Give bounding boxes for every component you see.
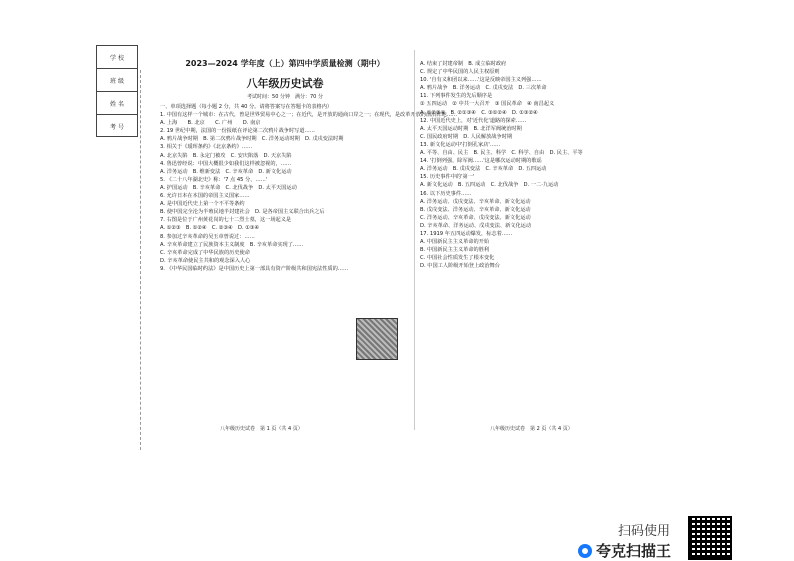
answer-options: C. 中国社会性质发生了根本变化	[420, 255, 495, 262]
answer-options: B. 戊戌变法、洋务运动、辛亥革命、新文化运动	[420, 206, 531, 213]
answer-options: A. 太平天国运动时期 B. 北洋军阀统治时期	[420, 125, 522, 132]
class-field-label: 班 级	[97, 69, 137, 92]
question-line: 13. 新文化运动中'打倒孔家店'……	[420, 141, 501, 148]
exam-title: 2023—2024 学年度（上）第四中学质量检测（期中）	[185, 59, 385, 68]
answer-options: D. 中国工人阶级开始登上政治舞台	[420, 263, 500, 270]
question-line: 15. 历史事件中的'第一'	[420, 174, 475, 181]
answer-options: C. 辛亥革命完成了中华民族的历史使命	[160, 249, 250, 256]
answer-options: C. 国民政府时期 D. 人民解放战争时期	[420, 133, 513, 140]
answer-options: D. 辛亥革命使民主共和的观念深入人心	[160, 257, 251, 264]
question-line: 10. '自有义和团以来……'这是反映帝国主义列强……	[420, 77, 542, 84]
page-divider	[414, 50, 415, 430]
qr-code[interactable]	[688, 516, 732, 560]
question-line: 8. 参加过辛亥革命的吴玉章曾说过：……	[160, 233, 255, 240]
quark-logo-icon	[578, 544, 592, 558]
school-field-label: 学 校	[97, 46, 137, 69]
page-footer-left: 八年级历史试卷 第 1 页（共 4 页）	[220, 426, 303, 432]
scan-to-use-label: 扫码使用	[618, 524, 671, 539]
answer-options: A. 平等、自由、民主 B. 民主、科学 C. 科学、自由 D. 民主、平等	[420, 150, 583, 157]
question-line: 14. '打倒列强，除军阀……'这是哪次运动时期的歌谣	[420, 158, 542, 165]
answer-options: A. 鸦片战争时期 B. 第二次鸦片战争时期 C. 洋务运动时期 D. 戊戌变法时期	[160, 136, 344, 143]
scanner-brand	[578, 540, 671, 561]
scanner-brand-name: 夸克扫描王	[596, 542, 672, 560]
answer-options: A. 新文化运动 B. 五四运动 C. 北伐战争 D. 一二·九运动	[420, 182, 559, 189]
question-line: 12. 中国近代史上，对'近代化'道路的探索……	[420, 117, 527, 124]
question-line: 6. 允许日本在本国的帝国主义国家……	[160, 193, 250, 200]
right-question-column	[420, 60, 670, 270]
question-line: 5. 《二十八年湖北史》称：'7 点 45 分，……'	[160, 176, 268, 183]
answer-options: A. 上海 B. 北京 C. 广州 D. 南京	[160, 120, 261, 127]
answer-options: A. 洋务运动 B. 戊戌变法 C. 辛亥革命 D. 五四运动	[420, 166, 547, 173]
answer-options: B. 中国新民主主义革命的胜利	[420, 247, 490, 254]
answer-options: A. 鸦片战争 B. 洋务运动 C. 戊戌变法 D. 三次革命	[420, 85, 547, 92]
student-info-box	[96, 45, 138, 137]
page-footer-right: 八年级历史试卷 第 2 页（共 4 页）	[490, 426, 573, 432]
martyrs-tomb-photo	[356, 318, 398, 360]
question-line: 1. 中国有这样一个城市：在古代，曾是世界贸易中心之一；在近代，是开放的通商口岸之一；在现代，是改革开放的前沿阵地……	[160, 112, 458, 119]
answer-options: A. ①②③ B. ①②④ C. ②③④ D. ①③④	[160, 225, 260, 232]
exam-meta: 考试时间：50 分钟 满分：70 分	[247, 94, 323, 100]
answer-options: A. 中国新民主主义革命的开始	[420, 239, 490, 246]
answer-options: A. 辛亥革命建立了民族资本主义制度 B. 辛亥革命实现了……	[160, 241, 304, 248]
question-line: 9. 《中华民国临时约法》是中国历史上第一部具有资产阶级共和国宪法性质的……	[160, 265, 349, 272]
answer-options: B. 使中国完全沦为半殖民地半封建社会 D. 是各帝国主义联合出兵之后	[160, 209, 325, 216]
exam-subtitle: 八年级历史试卷	[246, 77, 324, 90]
answer-options: C. 规定了中华民国的人民主权原则	[420, 69, 500, 76]
question-line: 11. 下列事件发生的先后顺序是	[420, 93, 493, 100]
binding-line	[140, 70, 155, 450]
question-line: ① 五四运动 ② 中共一大召开 ③ 国民革命 ④ 南昌起义	[420, 101, 555, 108]
answer-options: A. 是中国近代史上第一个不平等条约	[160, 201, 245, 208]
question-line: 2. 19 世纪中期，法国的一份报纸在评论第二次鸦片战争时写道……	[160, 128, 315, 135]
answer-options: A. 洋务运动、戊戌变法、辛亥革命、新文化运动	[420, 198, 531, 205]
question-line: 3. 相关于《瑷珲条约》《北京条约》……	[160, 144, 253, 151]
question-line: 17. 1919 年五四运动爆发，标志着……	[420, 230, 513, 237]
question-line: 4. 鲁迅曾经说：中国大概很少如我们这样被忽视的，……	[160, 160, 292, 167]
answer-options: A. 北京失陷 B. 永定门被攻 C. 安庆陷落 D. 天京失陷	[160, 152, 292, 159]
answer-options: A. 护国运动 B. 辛亥革命 C. 北伐战争 D. 太平天国运动	[160, 184, 297, 191]
question-line: 一、单项选择题（每小题 2 分，共 40 分。请将答案写在答题卡的表格内）	[160, 104, 333, 110]
answer-options: A. 结束了封建帝制 B. 成立临时政府	[420, 61, 507, 67]
question-line: 7. 右图是位于广州黄花岗的七十二烈士墓，这一场起义是	[160, 217, 292, 224]
answer-options: A. ①②③④ B. ②①③④ C. ③①②④ D. ①③②④	[420, 109, 538, 116]
name-field-label: 姓 名	[97, 92, 137, 115]
question-line: 16. 以下历史事件……	[420, 190, 472, 197]
answer-options: A. 洋务运动 B. 维新变法 C. 辛亥革命 D. 新文化运动	[160, 168, 292, 175]
answer-options: C. 洋务运动、辛亥革命、戊戌变法、新文化运动	[420, 214, 531, 221]
exam-number-field-label: 考 号	[110, 123, 124, 131]
answer-options: D. 辛亥革命、洋务运动、戊戌变法、新文化运动	[420, 222, 532, 229]
